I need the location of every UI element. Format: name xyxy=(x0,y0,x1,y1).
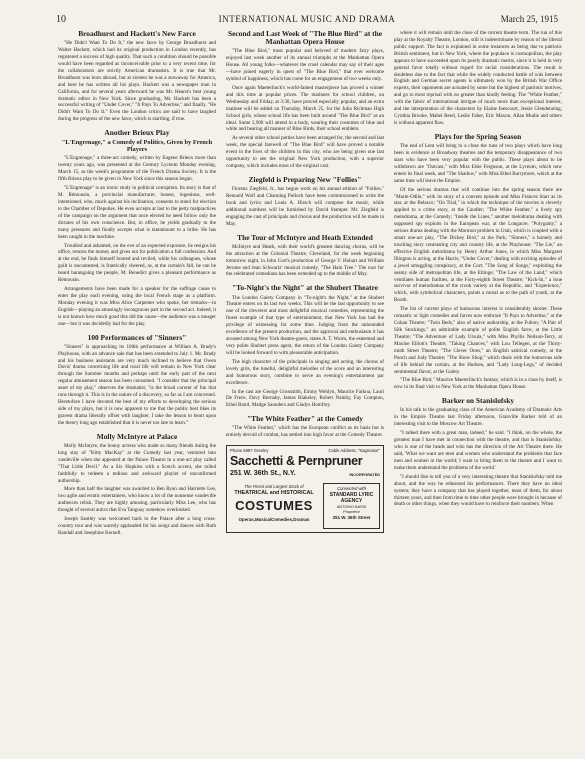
article-headline: Broadhurst and Hackett's New Farce xyxy=(78,30,196,38)
article-subheadline: "L'Engrenage," a Comedy of Politics, Given by French Players xyxy=(61,139,213,154)
article-paragraph: Arrangements have been made for a speaker for the suffrage cause to enter the play each evening, using the local French stage as a platform. Monday evening it was Miss Alice Carpenter who spoke, her remarks—in English—playing an amusingly incongruous part in the second act. Indeed, it is not known how much good this did the cause—the audience was a meager one—but it was decidedly bad for the play. xyxy=(58,286,216,327)
article-paragraph: "He Didn't Want To Do It," the new farce by George Broadhurst and Walter Hackett, which had its original production in London recently, has registered a success of high quality. That such a condition should be possible would have been regarded as inconceivable prior to a very recent time, for the collaborators are strictly American dramatists. It is true that Mr. Broadhurst was born abroad, but at sixteen he was a stowaway for America, and here he has written all his plays. Hackett was a newspaper man in California, and for several years afterward he was Mr. Hearst's best young dramatic editor in New York. Since graduating, Mr. Hackett has been a successful writing of "Under Cover," "It Pays To Advertise," and finally, "He Didn't Want To Do It." Even the London critics are said to have laughed during the progress of the new farce, which is startling, if true. xyxy=(58,40,216,123)
article-tonights-the-night xyxy=(226,284,384,409)
article-headline: "The White Feather" at the Comedy xyxy=(247,414,363,424)
article-brieux-play xyxy=(58,129,216,327)
article-headline: Another Brieux Play xyxy=(104,128,170,138)
article-paragraph: In the cast are George Grossmith, Emmy Wehlyn, Maurice Farkoa, Lauri De Frece, Davy Burnaby, James Blakeley, Robert Nainby, Fay Compton, Ethel Baird, Madge Saunders and Gladys Homfrey. xyxy=(226,388,384,409)
article-paragraph: "Sinners" is approaching its 100th performance at William A. Brady's Playhouse, with an advance sale that has been extended to July 1. Mr. Brady and his business assistants are very much inclined to believe that Owen Davis' drama concerning life and rural life will remain in New York clear through the Summer months and perhaps until the early part of the next regular amusement season has been consumed. "I consider that the principal asset of my play," observes the dramatist, "is the broad current of fun that runs through it. This is in the nature of a discovery, so far as I am concerned. Heretofore I have devoted the best of my efforts to developing the serious side of my plays, but it is now apparent to me that the public best likes its gravest drama liberally offset with laughter. I take the lesson to heart upon the theory long ago established that it is never too late to learn." xyxy=(58,343,216,426)
ad-genres: Operas,MusicalComedies,Dramas xyxy=(238,517,310,523)
ad-box-agency: STANDARD LYRIC AGENCY xyxy=(329,491,374,505)
column-right xyxy=(394,30,562,754)
ad-cable-address: Cable Address, "Sagmasor" xyxy=(328,448,380,454)
article-paragraph: Once again Maeterlinck's world-famed masterpiece has proved a winner and this time at popular prices. The matinees for school children, on Wednesday and Friday, at 3:30, have proved especially popular, and an extra matinee will be added on Thursday, March 25, for the Julia Richman High School girls, whose school life has been built around "The Blue Bird" as an ideal. Some 2,900 will attend in a body, wearing their costumes of blue and white and bearing all manner of Blue Birds, their school emblem. xyxy=(226,84,384,133)
article-blue-bird xyxy=(226,30,384,170)
article-mcintyre-heath xyxy=(226,234,384,279)
column-left xyxy=(58,30,216,754)
publication-title: INTERNATIONAL MUSIC AND DRAMA xyxy=(218,14,396,24)
article-headline: Second and Last Week of "The Blue Bird" at the Manhattan Opera House xyxy=(227,30,383,47)
article-headline: 100 Performances of "Sinners" xyxy=(87,332,187,342)
article-paragraph: Florenz Ziegfeld, Jr., has begun work on his annual edition of "Follies." Rennold Wolf and Channing Pollock have been commissioned to write the book and lyrics and Louis A. Hirsch will compose the music, while additional numbers will be furnished by David Stamper. Mr. Ziegfeld is engaging the cast of principals and chorus and the production will be made in May. xyxy=(226,186,384,227)
article-molly-mcintyre xyxy=(58,433,216,537)
article-headline: Plays for the Spring Season xyxy=(434,131,522,141)
article-paragraph: "L'Engrenage" is an ironic study in political corruption. Its story is that of M. Rémousin, a provincial manufacturer, honest, ingenious, well-intentioned, who, much against his inclination, consents to stand for election to the Chamber of Deputies. He even accepts at last to the petty malpractices of the campaign on the argument that once elected he need follow only the dictates of his own conscience. But, in office, he yields gradually to the many pressures and finally accepts what is tantamount to a bribe. He has been caught in the machine. xyxy=(58,185,216,240)
ad-box-connected: Connected with xyxy=(337,486,366,492)
ad-agency-box xyxy=(323,483,380,529)
article-ziegfeld-follies xyxy=(226,176,384,228)
article-paragraph: Troubled and ashamed, on the eve of an expected exposure, he resigns his office, returns the money and gives out for publication a full confession. And at the end, he finds himself hooted and reviled, while his colleagues, whose guilt is uncontested, is frantically cheered, as, at the curtain's fall, he can be heard haranguing the people, M. Benedict gives a pleasant performance as Rémousin. xyxy=(58,242,216,284)
article-barker-stanislofsky xyxy=(394,397,562,508)
article-paragraph: "L'Engrenage," a three-act comedy, written by Eugene Brieux more than twenty years ago, was presented at the Century Lyceum Monday evening, March 15, as the week's programme of the French Drama Society. It is the fifth Brieux play to be given in New York since this season began. xyxy=(58,155,216,183)
article-white-feather-continued xyxy=(394,30,562,127)
column-middle xyxy=(226,30,384,754)
article-paragraph: The list of current plays of humorous interest is considerably shorter. These romantic or light comedies and farces now embrace "It Pays to Advertise," at the Cohan Theatre; "Twin Beds," also of native authorship, at the Fulton; "A Pair of Silk Stockings," an admirable example of polite English farce, at the Little Theatre; "The Adventure of Lady Ursula," with Miss Phyllis Neilson-Terry, at Maxine Elliott's Theatre; "Taking Chances," with Lou Tellegen, at the Thirty-ninth Street Theatre; "The Clever Ones," an English satirical comedy, at the Punch and Judy Theatre; "The Show Shop," which deals with the humorous side of life behind the curtain, at the Hudson, and "Lady Long-Legs," of decided sentimental flavor, at the Gaiety. xyxy=(394,306,562,375)
article-sinners xyxy=(58,334,216,427)
article-paragraph: Molly McIntyre, the bonny actress who made so many friends during the long stay of "Kitty MacKay" at the Comedy last year, ventured into vaudeville when she appeared at the Palace Theatre in a one-act play called "That Little Devil." As a Six Hopkins with a Scotch accent, she toiled faithfully to redeem a tedious and awkward playlet of unconfirmed authorship. xyxy=(58,442,216,484)
ad-costumes: COSTUMES xyxy=(235,498,313,514)
ad-box-proprietor-name: ANTONIO BASSI xyxy=(336,504,367,509)
article-paragraph: Joseph Santley was welcomed back to the Palace after a long cross-country tour and was warmly applauded for his songs and dances with Ruth Randall and Josephine Kernell. xyxy=(58,516,216,536)
article-headline: Molly McIntyre at Palace xyxy=(96,431,178,441)
article-paragraph: As several other school parties have been arranged for, the second and last week, the special farewell of "The Blue Bird" will have proved a notable event in the lives of the children in this city, who are being given one last opportunity to see the original New York production, with a superior company, which includes most of the original cast. xyxy=(226,135,384,170)
costume-advertisement xyxy=(226,445,384,533)
article-broadhurst-hackett xyxy=(58,30,216,123)
ad-incorporated: INCORPORATED xyxy=(349,473,380,478)
ad-box-address: 251 W. 36th Street xyxy=(332,514,371,520)
article-paragraph: where it will remain until the close of the current theatre term. The run of this play at the Royalty Theatre, London, still is indeterminate by reason of the liberal public support. The fact is explained in some instances as being due to patriotic British sentiment, but in New York, where the populace is cosmopolitan, the play appears to have succeeded upon its purely dramatic merits, since it is held in very general favor totally without regard for racial considerations. The result is doubtless due to the fact that while the widely conducted battle of wits between English and German secret agents is ultimately won by the British War Office experts, their opponents are actuated by some but the highest of patriotic motives, and go to most reprisal with no greater than kindly feeling. The "White Feather," with the fabric of international intrigue of much more than exceptional interest, and the interpretation of the characters by Elaine Inescourt, Jessie Glendenning, Cynthia Brooke, Mabel Reed, Leslie Faber, Eric Maxon, Allan Mudie and others is without apparent flaw. xyxy=(394,30,562,126)
article-headline: The Tour of McIntyre and Heath Extended xyxy=(237,232,373,242)
issue-date: March 25, 1915 xyxy=(500,14,558,24)
article-headline: "To-Night's the Night" at the Shubert Theatre xyxy=(231,283,379,293)
article-paragraph: The high character of the principals in singing and acting, the chorus of lovely girls, the tuneful, delightful melodies of the score and an interesting and humorous story, combine to serve an evening's entertainment par excellence. xyxy=(226,358,384,386)
ad-category: THEATRICAL and HISTORICAL xyxy=(234,490,314,497)
ad-box-proprietor: Proprietor xyxy=(343,509,360,514)
page-number: 10 xyxy=(56,14,66,25)
article-paragraph: More than half the laughter was awarded to Ben Ryan and Harriette Lee, two agile and erratic entertainers, who know a lot of the nonsense vaudeville audiences relish. They are highly amusing, particularly Miss Lee, who has thought of several antics that Eva Tanguay somehow overlooked. xyxy=(58,486,216,514)
article-white-feather xyxy=(226,415,384,439)
article-spring-plays xyxy=(394,133,562,391)
article-paragraph: "The White Feather," which has the European conflict as its basis but is entirely devoid of combat, has settled into high favor at the Comedy Theatre. xyxy=(226,425,384,439)
article-paragraph: Of the serious dramas that will continue into the spring season there are "Marie-Odile," with its story of a convent episode and Miss Frances Starr as its star, at the Belasco; "On Trial," in which the technique of the movies is cleverly applied to a crime story, at the Candler; "The White Feather," a lively spy melodrama, at the Comedy; "Inside the Lines," another melodrama dealing with supposed spy exploits in the European war, at the Longacre; "Polygamy," a serious drama dealing with the Mormon problem in Utah, which is coupled with a smart one-act play, "The Dickey Bird," at the Park; "Sinners," a homely and touching story contrasting city and country life, at the Playhouse; "The Lie," an effective English melodrama by Henry Arthur Jones, in which Miss Margaret Illington is acting, at the Harris; "Under Cover," dealing with exciting episodes of a jewel smuggling conspiracy, at the Cort; "The Song of Songs," exploiting the seamy side of metropolitan life, at the Eltinge; "The Law of the Land," which ventilates human frailties, at the Forty-eighth Street Theatre; "Kick-In," a lone survivor of melodramas of the crook variety at the Republic, and "Experience," which, with symbolical characters, points a moral as to the path of youth, at the Booth. xyxy=(394,186,562,304)
ad-tagline: The Finest and Largest Stock of xyxy=(244,484,304,490)
article-paragraph: The end of Lent will bring to a close the runs of two plays which have long been in evidence at Broadway theatres and the temporary disappearance of two stars who have been very popular with the public. These plays about to be withdrawn are "Outcast," with Miss Elsie Ferguson, at the Lyceum, which now enters its final week, and "The Shadow," with Miss Ethel Barrymore, which at the same time will leave the Empire. xyxy=(394,143,562,184)
article-paragraph: The London Gaiety Company in "To-night's the Night," at the Shubert Theatre enters on its last two weeks. This will be the last opportunity to see one of the cleverest and most delightful musical comedies, representing the finest example of that type of entertainment, that New York has had the privilege of witnessing for some time. Judging from the unbounded excellence of the present production, and the approval and enthusiasm it has aroused among New York theatre-goers, states A. T. Worm, the esteemed and very polite Shubert press agent, the return of the London Gaiety Company will be looked forward to with pleasurable anticipation. xyxy=(226,294,384,356)
ad-phone: Phone 5997 Greeley xyxy=(230,448,269,454)
article-headline: Barker on Stanislofsky xyxy=(441,396,515,406)
article-paragraph: In his talk to the graduating class of the American Academy of Dramatic Arts in the Empire Theatre last Friday afternoon, Granville Barker told of an interesting visit to the Moscow Art Theatre. xyxy=(394,407,562,428)
article-headline: Ziegfeld is Preparing New "Follies" xyxy=(248,174,362,184)
article-paragraph: McIntyre and Heath, with their world's greatest dancing chorus, will be the attraction at the Colonial Theatre, Cleveland, for the week beginning tomorrow night, in John Cort's production of George V. Hobart and William Jerome and Jean Schwartz' musical comedy, "The Ham Tree." The tour for the celebrated comedians has been extended up to the middle of May. xyxy=(226,243,384,278)
ad-company-name: Sacchetti & Pernpruner xyxy=(230,454,363,469)
article-paragraph: "I should like to tell you of a very interesting theatre that Stanislofsky told me about, and the way he rehearsed his performances. There they have no ideal system; they have a company that has played together, most of them, for about thirteen years, and then from time to time other people were brought in because of death or other things, when they would have to reinforce their numbers. When xyxy=(394,473,562,508)
article-paragraph: "The Blue Bird," Maurice Maeterlinck's fantasy, which is in a class by itself, is now in its final visit to New York at the Manhattan Opera House. xyxy=(394,377,562,391)
article-paragraph: "I talked there with a great man, indeed," he said. "I think, on the whole, the greatest man I have met in connection with the theatre, and that is Stanislofsky, who is one of the heads and who has the direction of the Art Theatre there. He said, 'What we want are men and women who understand the problems that face men and women in the world; I want to bring them to the theatre and I want to make them understand the problems of the world.' xyxy=(394,430,562,471)
ad-address: 251 W. 36th St., N.Y. xyxy=(230,470,296,478)
page-header xyxy=(56,14,558,28)
article-paragraph: "The Blue Bird," most popular and beloved of modern fairy plays, enjoyed last week another of its annual triumphs at the Manhattan Opera House. All young folks—whatever the cruel calendar may say of their ages—have joined eagerly in quest of "The Blue Bird," that ever welcome symbol of happiness, which has come for an engagement of two weeks only. xyxy=(226,48,384,82)
